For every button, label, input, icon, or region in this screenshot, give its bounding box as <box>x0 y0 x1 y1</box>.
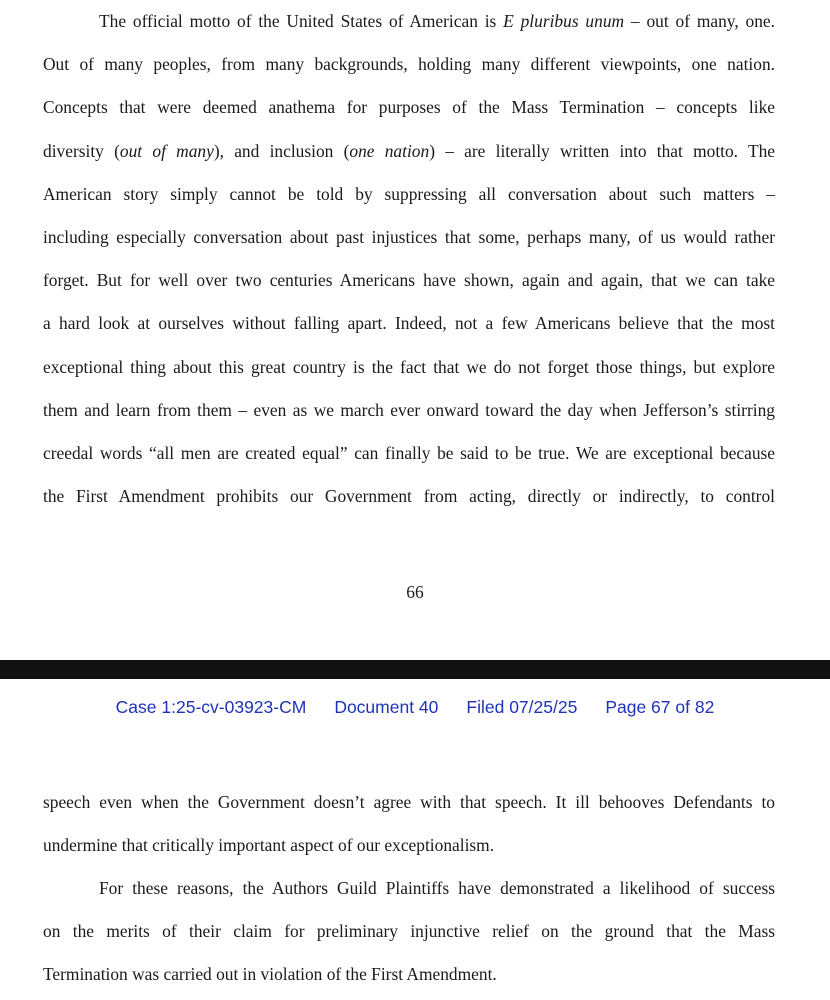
paragraph-line: The official motto of the United States of American is E pluribus unum – out of many, one. <box>99 11 775 31</box>
page-divider <box>0 660 830 679</box>
paragraph-line: the First Amendment prohibits our Government from acting, directly or indirectly, to control <box>43 486 775 507</box>
paragraph-line: exceptional thing about this great country is the fact that we do not forget those things, but explore <box>43 356 775 377</box>
filed-date: Filed 07/25/25 <box>466 697 578 717</box>
motto-paragraph <box>43 0 775 518</box>
paragraph-line: speech even when the Government doesn’t agree with that speech. It ill behooves Defendants to <box>43 792 775 812</box>
page-count: Page 67 of 82 <box>605 697 715 717</box>
paragraph-line: For these reasons, the Authors Guild Plaintiffs have demonstrated a likelihood of success <box>99 878 775 898</box>
conclusion-paragraph <box>43 867 775 997</box>
paragraph-line: Termination was carried out in violation of the First Amendment. <box>43 964 497 985</box>
speech-paragraph <box>43 781 775 867</box>
paragraph-line: Out of many peoples, from many backgrounds, holding many different viewpoints, one nation. <box>43 54 775 75</box>
paragraph-line: undermine that critically important aspect of our exceptionalism. <box>43 835 495 856</box>
page-number: 66 <box>406 582 424 602</box>
paragraph-line: diversity (out of many), and inclusion (one nation) – are literally written into that motto. The <box>43 140 776 161</box>
paragraph-line: Concepts that were deemed anathema for purposes of the Mass Termination – concepts like <box>43 97 775 118</box>
document-number: Document 40 <box>334 697 439 717</box>
paragraph-line: a hard look at ourselves without falling apart. Indeed, not a few Americans believe that the most <box>43 313 775 334</box>
ecf-case-header <box>0 697 830 718</box>
case-number: Case 1:25-cv-03923-CM <box>115 697 307 717</box>
paragraph-line: including especially conversation about past injustices that some, perhaps many, of us would rather <box>43 227 775 248</box>
paragraph-line: them and learn from them – even as we march ever onward toward the day when Jefferson’s stirring <box>43 399 775 420</box>
paragraph-line: creedal words “all men are created equal” can finally be said to be true. We are exceptional because <box>43 443 775 464</box>
paragraph-line: American story simply cannot be told by suppressing all conversation about such matters – <box>43 183 775 204</box>
paragraph-line: on the merits of their claim for preliminary injunctive relief on the ground that the Mass <box>43 921 775 942</box>
paragraph-line: forget. But for well over two centuries Americans have shown, again and again, that we can take <box>43 270 775 291</box>
